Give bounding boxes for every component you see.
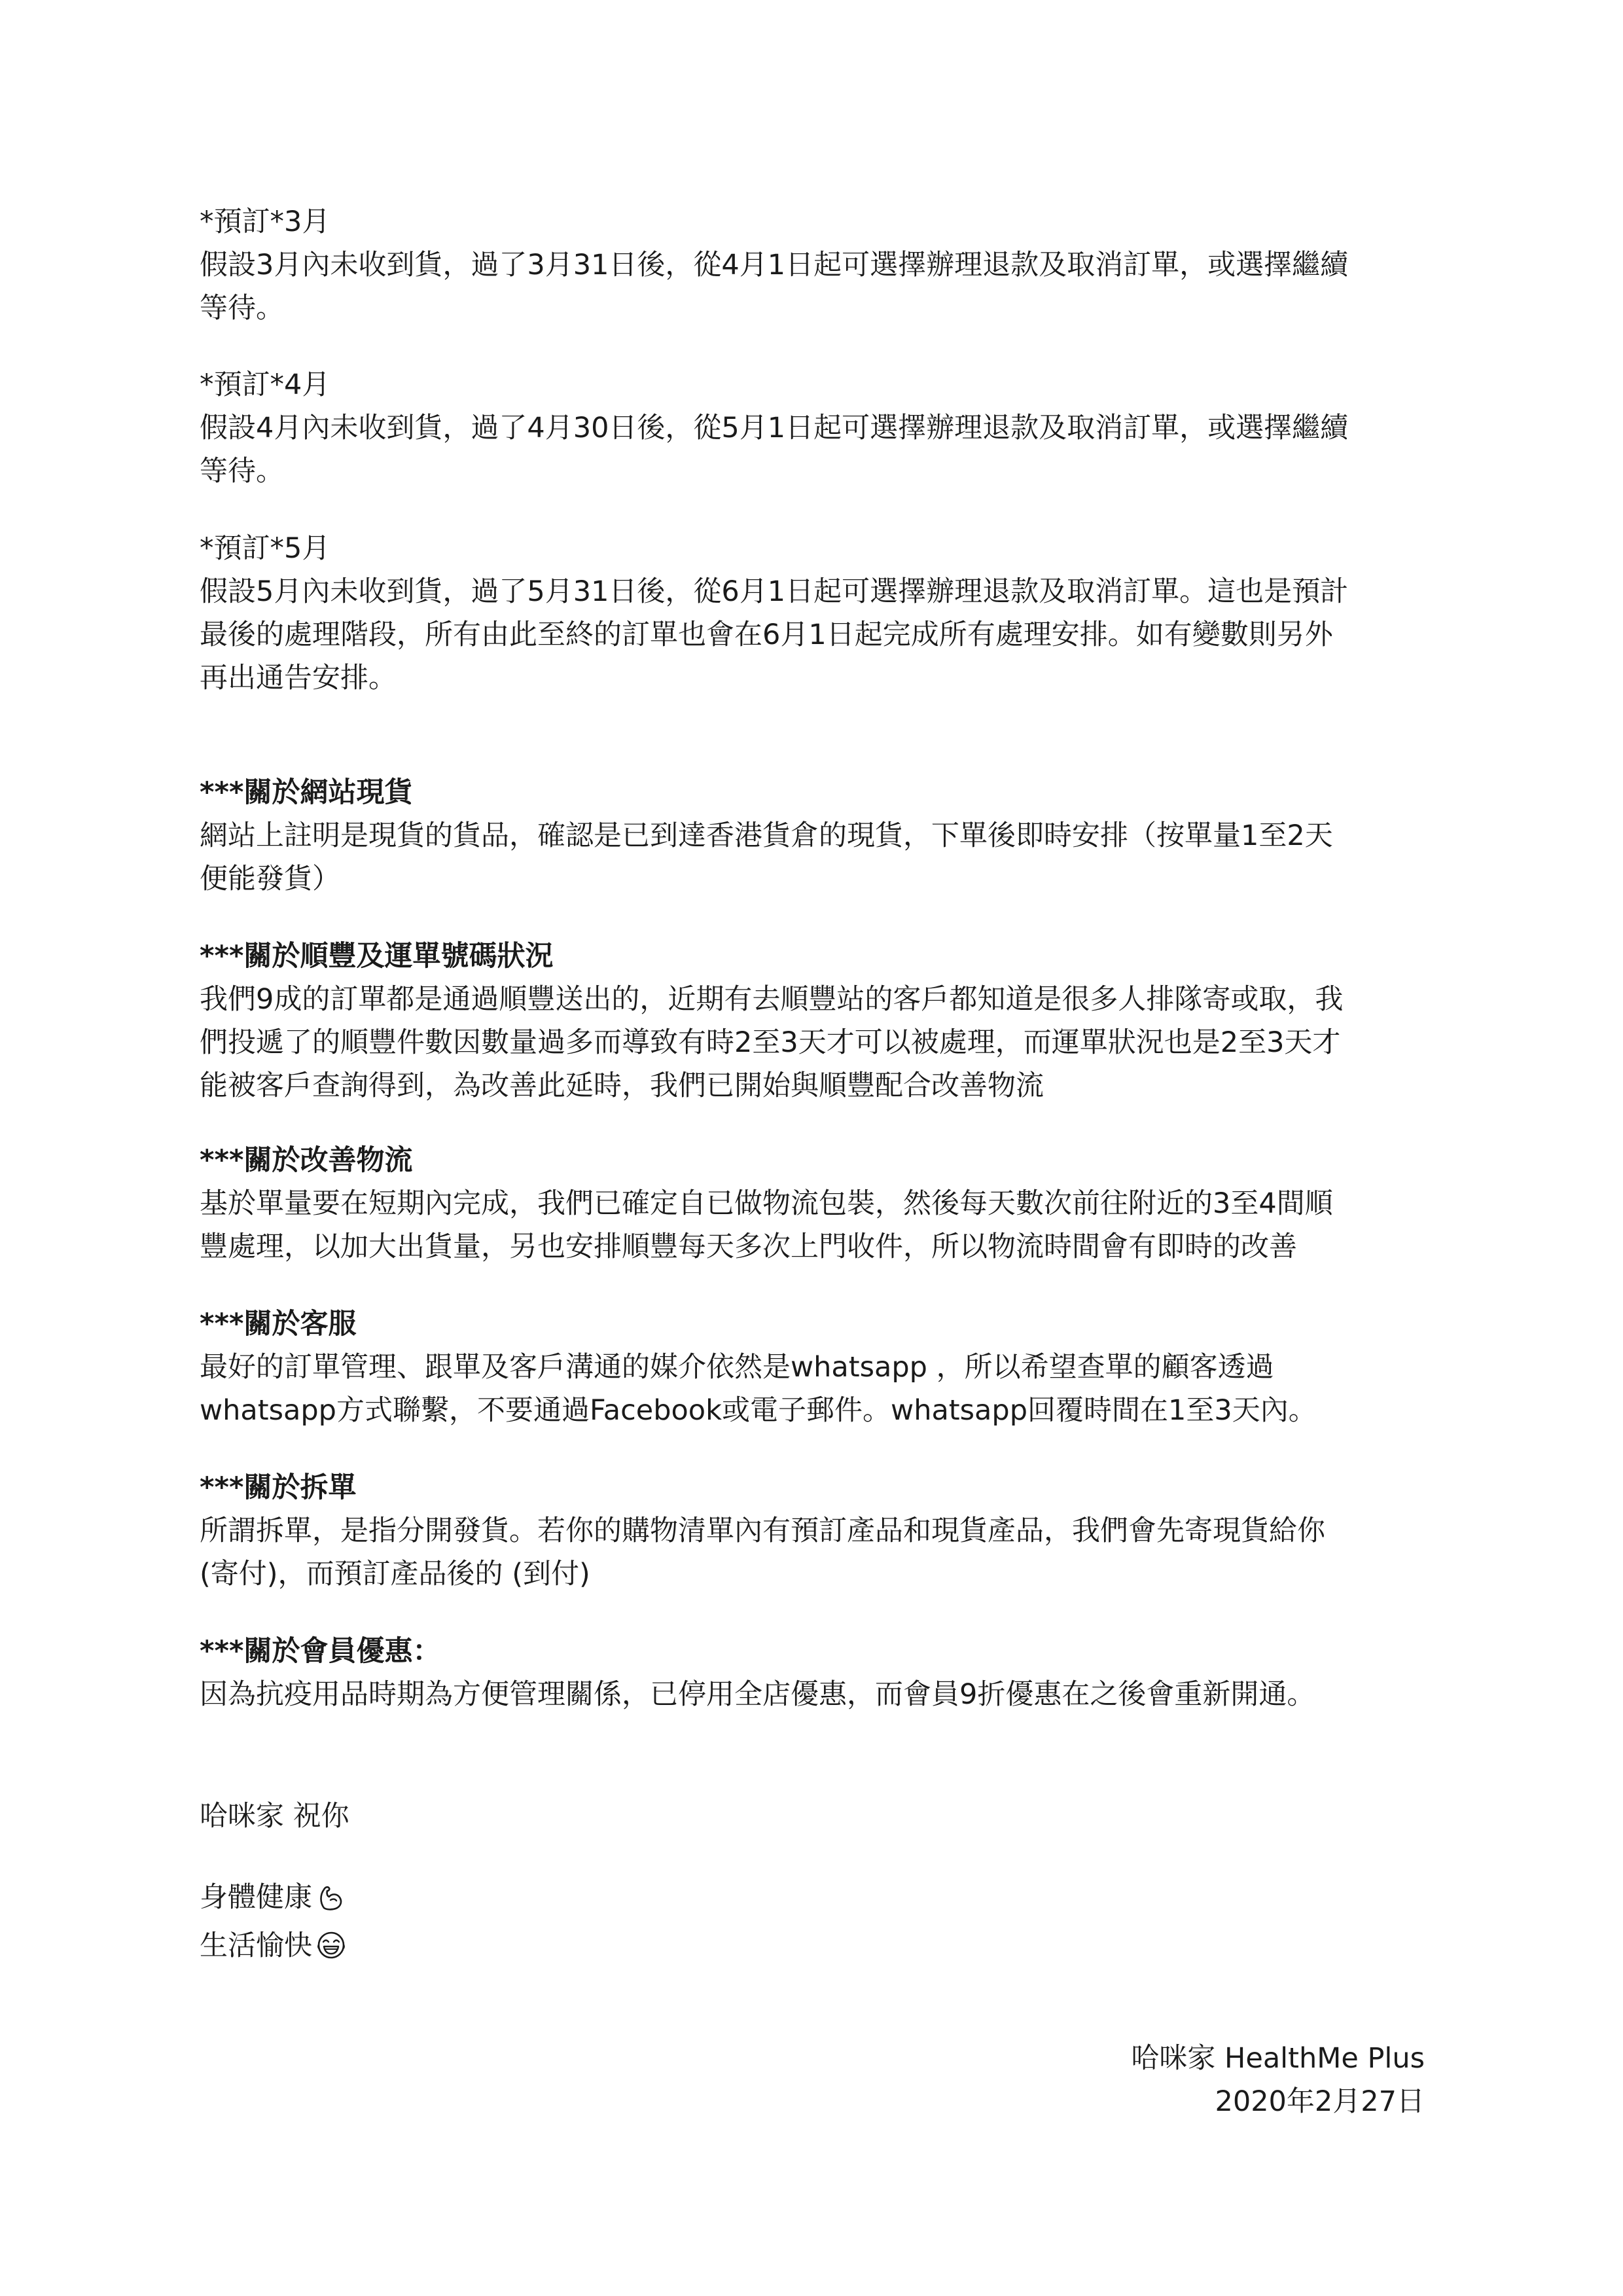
preorder-line: 假設3月內未收到貨，過了3月31日後，從4月1日起可選擇辦理退款及取消訂單，或選擇繼續 — [200, 249, 1349, 281]
preorder-line: 最後的處理階段，所有由此至終的訂單也會在6月1日起完成所有處理安排。如有變數則另外 — [200, 619, 1333, 651]
section-line: 豐處理，以加大出貨量，另也安排順豐每天多次上門收件，所以物流時間會有即時的改善 — [200, 1230, 1297, 1263]
preorder-title: *預訂*5月 — [200, 532, 330, 565]
section-heading: ***關於客服 — [200, 1308, 357, 1340]
preorder-line: 再出通告安排。 — [200, 662, 397, 694]
section-sf-express — [200, 935, 1443, 1107]
section-heading: ***關於網站現貨 — [200, 776, 413, 809]
preorder-title: *預訂*4月 — [200, 368, 330, 401]
preorder-line: 假設5月內未收到貨，過了5月31日後，從6月1日起可選擇辦理退款及取消訂單。這也是預計 — [200, 575, 1349, 608]
preorder-line: 假設4月內未收到貨，過了4月30日後，從5月1日起可選擇辦理退款及取消訂單，或選擇繼續 — [200, 412, 1349, 444]
preorder-may — [200, 527, 1443, 700]
section-heading: ***關於順豐及運單號碼狀況 — [200, 940, 554, 973]
preorder-march — [200, 200, 1443, 330]
closing-wishes — [200, 1876, 1443, 1973]
section-heading: ***關於改善物流 — [200, 1144, 413, 1177]
signature-name: 哈咪家 HealthMe Plus — [1131, 2042, 1425, 2075]
section-line: 基於單量要在短期內完成，我們已確定自已做物流包裝，然後每天數次前往附近的3至4間順 — [200, 1187, 1333, 1220]
section-customer-service — [200, 1302, 1443, 1432]
section-split-orders — [200, 1466, 1443, 1596]
section-heading: ***關於會員優惠： — [200, 1635, 441, 1668]
preorder-april — [200, 363, 1443, 493]
signature-block — [1131, 2037, 1425, 2123]
section-website-stock — [200, 771, 1443, 901]
section-line: 最好的訂單管理、跟單及客戶溝通的媒介依然是whatsapp ，所以希望查單的顧客透過 — [200, 1351, 1274, 1384]
section-line: 便能發貨） — [200, 863, 340, 895]
section-line: 網站上註明是現貨的貨品，確認是已到達香港貨倉的現貨，下單後即時安排（按單量1至2天 — [200, 819, 1333, 852]
section-line: whatsapp方式聯繫，不要通過Facebook或電子郵件。whatsapp回覆時間在1至3天內。 — [200, 1394, 1317, 1427]
section-member-discount — [200, 1630, 1443, 1716]
section-logistics — [200, 1139, 1443, 1268]
section-line: 所謂拆單，是指分開發貨。若你的購物清單內有預訂產品和現貨產品，我們會先寄現貨給你 — [200, 1515, 1325, 1547]
closing-greeting: 哈咪家 祝你 — [200, 1800, 349, 1833]
flexed-biceps-icon — [316, 1881, 345, 1924]
section-line: 因為抗疫用品時期為方便管理關係，已停用全店優惠，而會員9折優惠在之後會重新開通。 — [200, 1678, 1315, 1711]
signature-date: 2020年2月27日 — [1215, 2085, 1425, 2118]
section-heading: ***關於拆單 — [200, 1471, 357, 1504]
wish-happy-text: 生活愉快 — [200, 1929, 312, 1962]
section-line: (寄付)，而預訂產品後的 (到付) — [200, 1558, 590, 1590]
section-line: 能被客戶查詢得到，為改善此延時，我們已開始與順豐配合改善物流 — [200, 1069, 1044, 1102]
wish-health — [200, 1876, 1443, 1924]
section-line: 們投遞了的順豐件數因數量過多而導致有時2至3天才可以被處理，而運單狀況也是2至3天才 — [200, 1026, 1341, 1059]
closing-greeting-block — [200, 1795, 1443, 1838]
wish-happy — [200, 1924, 1443, 1973]
preorder-line: 等待。 — [200, 455, 284, 488]
laughing-face-icon — [316, 1929, 346, 1973]
wish-health-text: 身體健康 — [200, 1881, 312, 1914]
preorder-title: *預訂*3月 — [200, 206, 330, 238]
preorder-line: 等待。 — [200, 292, 284, 325]
section-line: 我們9成的訂單都是通過順豐送出的，近期有去順豐站的客戶都知道是很多人排隊寄或取，我 — [200, 983, 1344, 1016]
